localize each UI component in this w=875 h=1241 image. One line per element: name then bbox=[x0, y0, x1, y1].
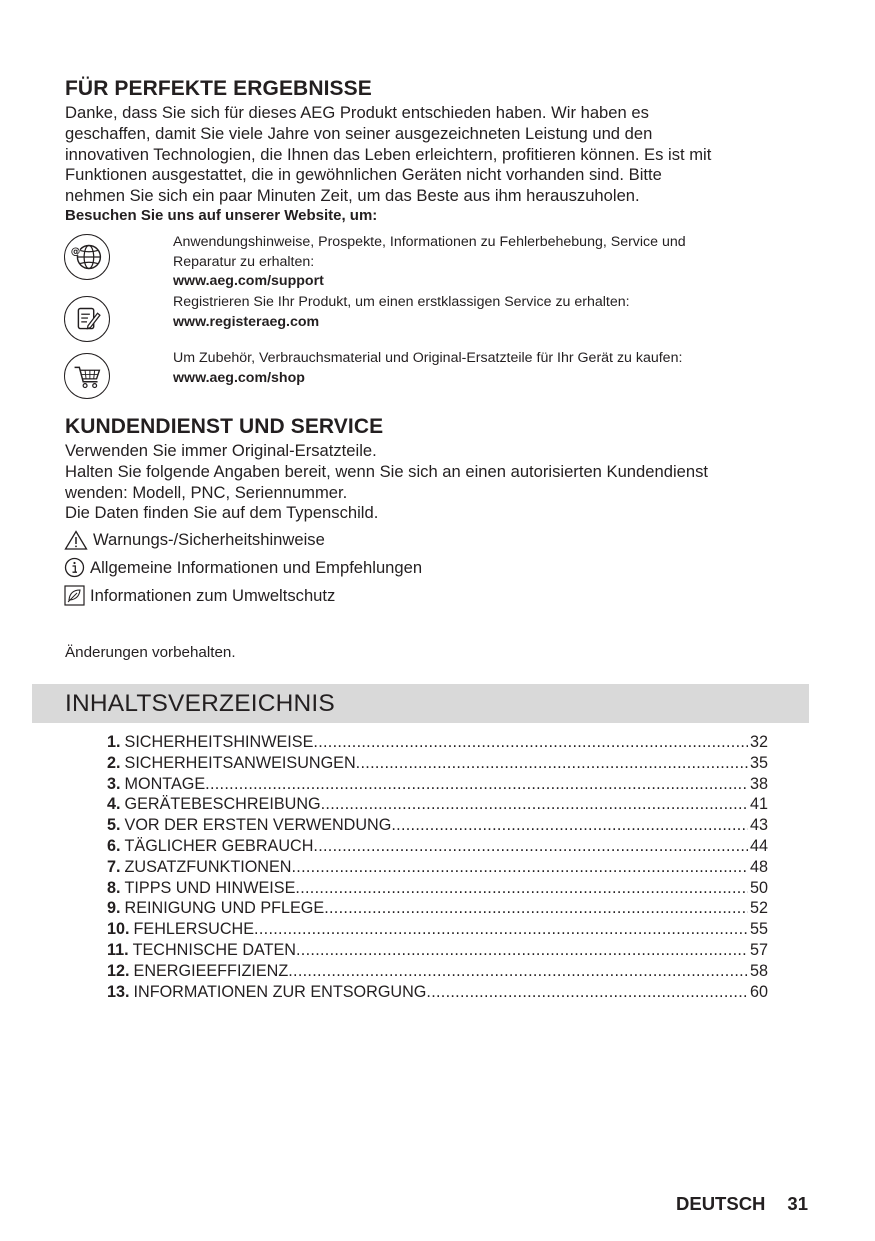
toc-page: 52 bbox=[749, 899, 768, 918]
web-item-text: Um Zubehör, Verbrauchsmaterial und Original-Ersatzteile für Ihr Gerät zu kaufen: bbox=[173, 350, 683, 366]
web-item-support bbox=[173, 233, 686, 292]
page-footer bbox=[676, 1193, 808, 1215]
shopping-cart-icon bbox=[64, 353, 110, 399]
changes-notice: Änderungen vorbehalten. bbox=[65, 644, 236, 661]
toc-label: TECHNISCHE DATEN bbox=[132, 940, 296, 959]
toc-number: 6. bbox=[107, 836, 121, 855]
toc-entry[interactable] bbox=[107, 920, 768, 941]
footer-language: DEUTSCH bbox=[676, 1193, 766, 1214]
toc-number: 13. bbox=[107, 982, 130, 1001]
legend-info-label: Allgemeine Informationen und Empfehlungen bbox=[90, 557, 423, 577]
toc-page: 43 bbox=[749, 816, 768, 835]
toc-entry[interactable] bbox=[107, 733, 768, 754]
toc-page: 58 bbox=[749, 961, 768, 980]
legend-environment bbox=[64, 585, 335, 606]
intro-line: Danke, dass Sie sich für dieses AEG Produkt entschieden haben. Wir haben es bbox=[65, 103, 649, 122]
service-line: wenden: Modell, PNC, Seriennummer. bbox=[65, 482, 348, 502]
web-item-register bbox=[173, 293, 630, 332]
toc-page: 48 bbox=[749, 857, 768, 876]
toc-entry[interactable] bbox=[107, 754, 768, 775]
toc-page: 41 bbox=[749, 795, 768, 814]
toc-page: 57 bbox=[749, 940, 768, 959]
toc-label: FEHLERSUCHE bbox=[133, 920, 255, 939]
web-item-text: Reparatur zu erhalten: bbox=[173, 253, 315, 270]
web-item-text: Registrieren Sie Ihr Produkt, um einen erstklassigen Service zu erhalten: bbox=[173, 294, 630, 310]
intro-line: Funktionen ausgestattet, die in gewöhnlichen Geräten nicht vorhanden sind. Bitte bbox=[65, 165, 662, 185]
toc-page: 55 bbox=[749, 920, 768, 939]
toc-label: MONTAGE bbox=[124, 774, 206, 793]
service-line: Die Daten finden Sie auf dem Typenschild. bbox=[65, 503, 379, 523]
toc-label: VOR DER ERSTEN VERWENDUNG bbox=[124, 816, 392, 835]
toc-number: 3. bbox=[107, 774, 121, 793]
toc-leader bbox=[254, 920, 748, 939]
toc-page: 50 bbox=[749, 878, 768, 897]
shop-link[interactable]: www.aeg.com/shop bbox=[173, 369, 305, 386]
info-icon bbox=[64, 557, 85, 578]
toc-leader bbox=[313, 837, 748, 856]
toc-entry[interactable] bbox=[107, 837, 768, 858]
legend-environment-label: Informationen zum Umweltschutz bbox=[90, 585, 336, 605]
toc-leader bbox=[205, 775, 748, 794]
intro-line: nehmen Sie sich ein paar Minuten Zeit, um das Beste aus ihm herauszuholen. bbox=[65, 186, 640, 206]
toc-leader bbox=[296, 941, 748, 960]
toc-label: ENERGIEEFFIZIENZ bbox=[133, 961, 289, 980]
toc-entry[interactable] bbox=[107, 962, 768, 983]
toc-leader bbox=[356, 754, 748, 773]
legend-warning bbox=[64, 530, 325, 550]
toc-number: 4. bbox=[107, 795, 121, 814]
toc-label: ZUSATZFUNKTIONEN bbox=[124, 857, 292, 876]
svg-text:@: @ bbox=[70, 246, 81, 258]
table-of-contents bbox=[107, 733, 768, 1003]
toc-entry[interactable] bbox=[107, 879, 768, 900]
service-line: Verwenden Sie immer Original-Ersatzteile. bbox=[65, 441, 377, 460]
support-link[interactable]: www.aeg.com/support bbox=[173, 273, 324, 289]
toc-label: REINIGUNG UND PFLEGE bbox=[124, 899, 325, 918]
footer-page-number: 31 bbox=[787, 1193, 808, 1214]
toc-page: 32 bbox=[749, 733, 768, 751]
toc-label: TIPPS UND HINWEISE bbox=[124, 878, 296, 897]
service-line: Halten Sie folgende Angaben bereit, wenn Sie sich an einen autorisierten Kundendienst bbox=[65, 461, 708, 481]
visit-heading: Besuchen Sie uns auf unserer Website, um: bbox=[65, 207, 378, 224]
toc-page: 44 bbox=[749, 836, 768, 855]
toc-page: 35 bbox=[749, 753, 768, 772]
web-item-shop bbox=[173, 349, 682, 388]
service-paragraph bbox=[65, 441, 708, 524]
legend-warning-label: Warnungs-/Sicherheitshinweise bbox=[93, 530, 325, 549]
toc-page: 38 bbox=[749, 774, 768, 793]
toc-entry[interactable] bbox=[107, 858, 768, 879]
toc-entry[interactable] bbox=[107, 795, 768, 816]
toc-leader bbox=[391, 816, 748, 835]
toc-number: 1. bbox=[107, 733, 121, 751]
toc-label: SICHERHEITSHINWEISE bbox=[124, 733, 314, 751]
toc-entry[interactable] bbox=[107, 899, 768, 920]
register-icon bbox=[64, 296, 110, 342]
toc-number: 5. bbox=[107, 816, 121, 835]
intro-line: geschaffen, damit Sie viele Jahre von seiner ausgezeichneten Leistung und den bbox=[65, 123, 653, 143]
toc-label: SICHERHEITSANWEISUNGEN bbox=[124, 753, 356, 772]
toc-entry[interactable] bbox=[107, 941, 768, 962]
section-title-perfect-results: FÜR PERFEKTE ERGEBNISSE bbox=[65, 77, 372, 100]
section-title-customer-service: KUNDENDIENST UND SERVICE bbox=[65, 415, 384, 438]
toc-entry[interactable] bbox=[107, 775, 768, 796]
globe-icon bbox=[64, 234, 110, 280]
intro-paragraph bbox=[65, 103, 711, 207]
toc-page: 60 bbox=[749, 982, 768, 1001]
toc-number: 8. bbox=[107, 878, 121, 897]
toc-title: INHALTSVERZEICHNIS bbox=[65, 690, 335, 717]
toc-number: 2. bbox=[107, 753, 121, 772]
toc-label: TÄGLICHER GEBRAUCH bbox=[124, 836, 314, 855]
toc-entry[interactable] bbox=[107, 816, 768, 837]
leaf-icon bbox=[64, 585, 85, 606]
toc-leader bbox=[313, 733, 748, 752]
web-item-text: Anwendungshinweise, Prospekte, Informationen zu Fehlerbehebung, Service und bbox=[173, 234, 686, 250]
toc-leader bbox=[324, 899, 748, 918]
toc-number: 9. bbox=[107, 899, 121, 918]
warning-icon bbox=[64, 530, 88, 550]
toc-leader bbox=[426, 983, 748, 1002]
toc-label: INFORMATIONEN ZUR ENTSORGUNG bbox=[133, 982, 427, 1001]
intro-line: innovativen Technologien, die Ihnen das Leben erleichtern, profitieren können. Es ist mit bbox=[65, 144, 712, 164]
toc-number: 10. bbox=[107, 920, 130, 939]
toc-leader bbox=[288, 962, 748, 981]
toc-leader bbox=[291, 858, 748, 877]
toc-leader bbox=[321, 795, 748, 814]
toc-entry[interactable] bbox=[107, 983, 768, 1004]
toc-label: GERÄTEBESCHREIBUNG bbox=[124, 795, 321, 814]
toc-number: 7. bbox=[107, 857, 121, 876]
toc-number: 11. bbox=[107, 940, 129, 959]
register-link[interactable]: www.registeraeg.com bbox=[173, 313, 320, 330]
toc-leader bbox=[295, 879, 748, 898]
legend-info bbox=[64, 557, 422, 578]
toc-number: 12. bbox=[107, 961, 130, 980]
